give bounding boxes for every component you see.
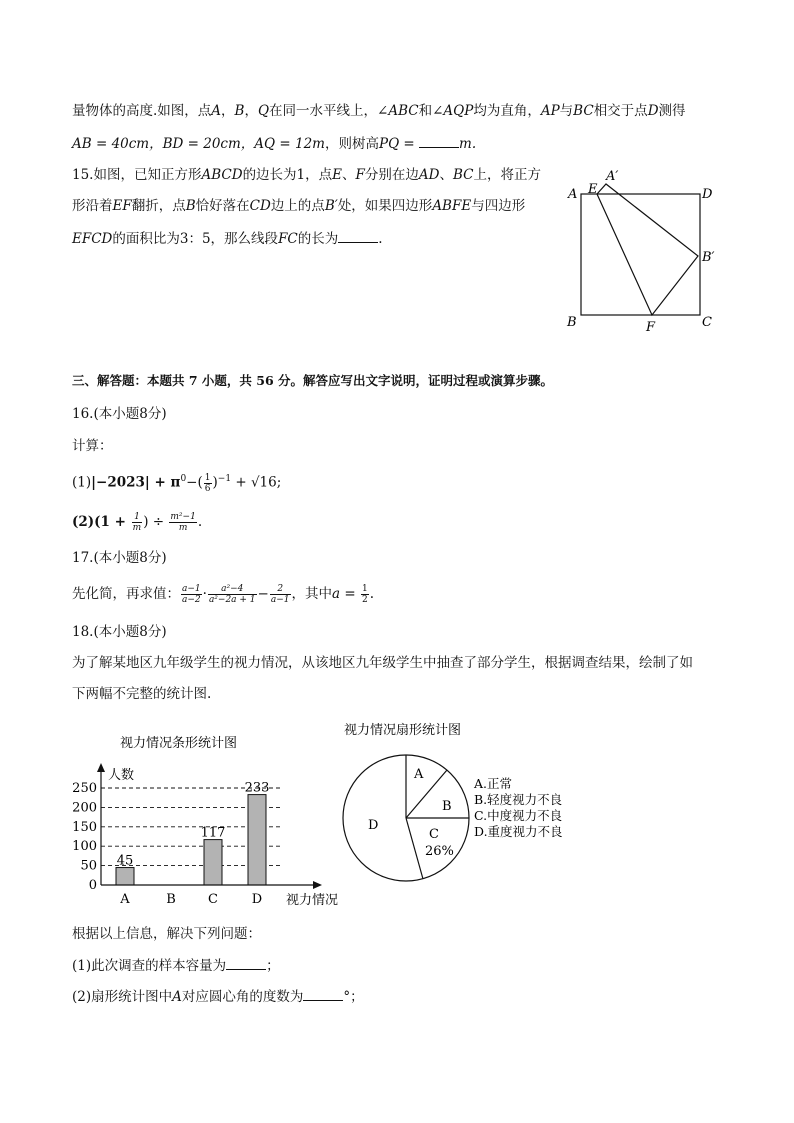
pie-slice-C-percent: 26% (425, 844, 454, 859)
y-tick-label: 250 (72, 781, 97, 796)
bar-chart-title: 视力情况条形统计图 (120, 736, 238, 751)
q18-sub1: (1)此次调查的样本容量为 ； (72, 955, 280, 976)
answer-blank[interactable] (419, 133, 459, 148)
x-tick-label-D: D (251, 892, 263, 907)
legend-B: B.轻度视力不良 (474, 792, 563, 807)
q16-title: 16.(本小题8分) (72, 406, 167, 422)
q18-title: 18.(本小题8分) (72, 624, 167, 640)
pie-slice-B: B (442, 799, 452, 814)
q17-expression: 先化简，再求值： $\frac{a-1}{a-2}$ · $\frac{\text{a²−4}}{\text{a²−2a + 1}}$ − $\frac{2}{a-1}$ ，其中a = $\frac{1}{2}$ . (72, 584, 374, 605)
bar-value-label-D: 233 (244, 780, 270, 796)
q14-line1: 量物体的高度.如图，点A，B，Q在同一水平线上，∠ABC和∠AQP均为直角，AP与BC相交于点D测得 (72, 103, 686, 119)
x-axis-label: 视力情况 (286, 893, 339, 908)
pie-divider-cd (406, 818, 423, 879)
label-A: A (568, 187, 578, 202)
y-tick-label: 200 (72, 800, 97, 816)
label-Ap: A′ (606, 169, 619, 184)
q16-part1: $(1)|-2023| + \pi^0-$( $\frac{1}{6}$ )$^{-1}$ + √16; (72, 472, 282, 494)
q15-line2: 形沿着EF翻折，点B恰好落在CD边上的点B′处，如果四边形ABFE与四边形 (72, 198, 526, 214)
label-C: C (702, 315, 712, 330)
legend-C: C.中度视力不良 (474, 808, 563, 823)
q15-line3: EFCD的面积比为3：5，那么线段FC的长为 . (72, 228, 383, 249)
legend-A: A.正常 (474, 776, 513, 791)
answer-blank[interactable] (226, 955, 266, 970)
q17-title: 17.(本小题8分) (72, 550, 167, 566)
square-abcd (581, 194, 700, 315)
bar-value-label-C: 117 (200, 825, 226, 841)
y-tick-label: 0 (88, 878, 97, 893)
y-tick-label: 50 (80, 858, 97, 874)
y-tick-label: 150 (72, 819, 97, 835)
y-tick-label: 100 (72, 839, 97, 855)
q18-after: 根据以上信息，解决下列问题： (72, 926, 261, 942)
x-tick-label-A: A (120, 892, 130, 907)
label-E: E (588, 182, 598, 197)
bar-value-label-A: 45 (116, 853, 134, 869)
x-tick-label-C: C (208, 892, 218, 907)
label-Bp: B′ (702, 250, 715, 265)
pie-chart (336, 712, 596, 892)
q16-part2: (2)(1 + $\frac{1}{m}$ ) ÷ $\frac{\text{m²−1}}{m}$ . (72, 512, 203, 533)
q14-line2: AB = 40cm，BD = 20cm，AQ = 12m，则树高PQ = m. (72, 133, 476, 154)
label-D: D (702, 187, 713, 202)
q16-intro: 计算： (72, 438, 113, 454)
section3-heading: 三、解答题：本题共 7 小题，共 56 分。解答应写出文字说明，证明过程或演算步骤。 (72, 373, 554, 388)
answer-blank[interactable] (303, 986, 343, 1001)
pie-slice-C: C (429, 827, 439, 842)
pie-slice-D: D (368, 818, 379, 833)
q18-para1: 为了解某地区九年级学生的视力情况，从该地区九年级学生中抽查了部分学生，根据调查结果，绘制了如 (72, 655, 693, 671)
x-axis-arrow (313, 881, 322, 889)
answer-blank[interactable] (338, 228, 378, 243)
pie-chart-title: 视力情况扇形统计图 (344, 723, 462, 738)
q15-line1: 15.如图，已知正方形ABCD的边长为1，点E、F分别在边AD、BC上，将正方 (72, 167, 541, 183)
q18-para2: 下两幅不完整的统计图. (72, 686, 212, 702)
q18-sub2: (2)扇形统计图中A对应圆心角的度数为 °； (72, 986, 364, 1007)
bar-chart (60, 725, 360, 915)
bar-D (248, 795, 266, 885)
bar-C (204, 840, 222, 885)
y-axis-label: 人数 (108, 768, 135, 783)
x-tick-label-B: B (166, 892, 176, 907)
q15-square-figure (560, 160, 730, 340)
bar-A (116, 868, 134, 885)
pie-divider-ab (406, 770, 447, 818)
fold-polygon (597, 184, 698, 315)
y-axis-arrow (97, 763, 105, 772)
legend-D: D.重度视力不良 (474, 824, 563, 839)
label-B: B (567, 315, 577, 330)
pie-slice-A: A (414, 767, 424, 782)
label-F: F (646, 320, 656, 335)
